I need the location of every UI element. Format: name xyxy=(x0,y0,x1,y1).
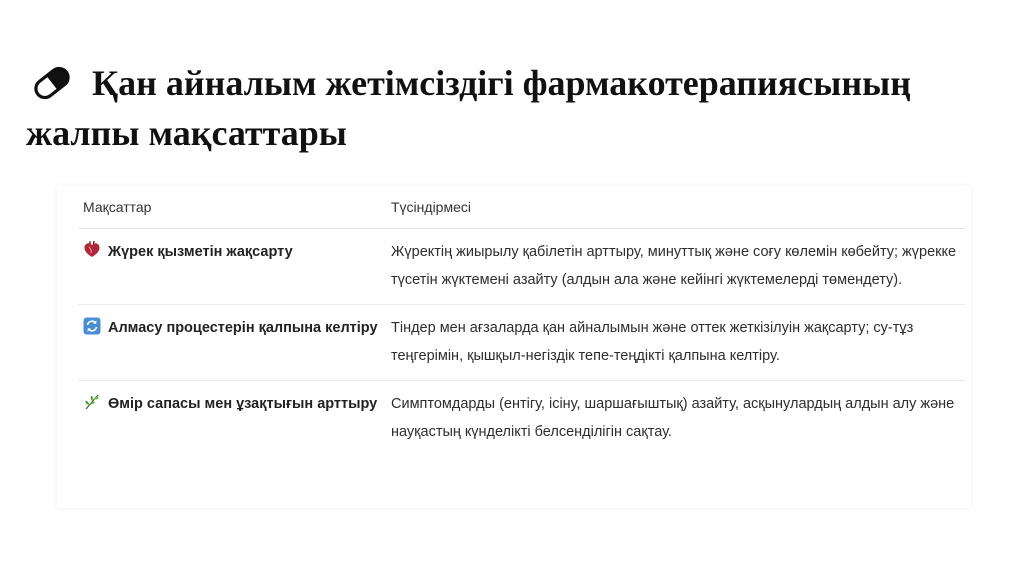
slide-title-text: Қан айналым жетімсіздігі фармакотерапиясының жалпы мақсаттары xyxy=(26,63,911,153)
goal-text: Алмасу процестерін қалпына келтіру xyxy=(108,320,378,336)
table-header-row xyxy=(79,186,965,229)
goal-cell xyxy=(79,229,387,305)
column-header-description: Түсіндірмесі xyxy=(387,186,965,229)
table-row xyxy=(79,381,965,457)
goal-cell xyxy=(79,381,387,457)
table-row xyxy=(79,305,965,381)
table-row xyxy=(79,229,965,305)
goals-table xyxy=(79,186,965,456)
goals-table-container xyxy=(57,186,971,508)
anatomical-heart-icon xyxy=(83,241,101,259)
description-cell: Жүректің жиырылу қабілетін арттыру, минуттық және соғу көлемін көбейту; жүрекке түсетін жүктемені азайту (алдын ала және кейінгі жүктемелерді төмендету). xyxy=(387,229,965,305)
description-cell: Тіндер мен ағзаларда қан айналымын және оттек жеткізілуін жақсарту; су-тұз теңгерімін, қышқыл-негіздік тепе-теңдікті қалпына келтіру. xyxy=(387,305,965,381)
pill-icon xyxy=(30,64,74,100)
herb-icon xyxy=(83,393,101,411)
column-header-goals: Мақсаттар xyxy=(79,186,387,229)
goal-text: Жүрек қызметін жақсарту xyxy=(108,244,293,260)
cycle-arrows-icon xyxy=(83,317,101,335)
goal-text: Өмір сапасы мен ұзақтығын арттыру xyxy=(108,396,378,412)
description-cell: Симптомдарды (ентігу, ісіну, шаршағыштық) азайту, асқынулардың алдын алу және науқастың күнделікті белсенділігін сақтау. xyxy=(391,396,955,440)
goal-cell xyxy=(79,305,387,381)
slide-title xyxy=(26,58,1006,158)
